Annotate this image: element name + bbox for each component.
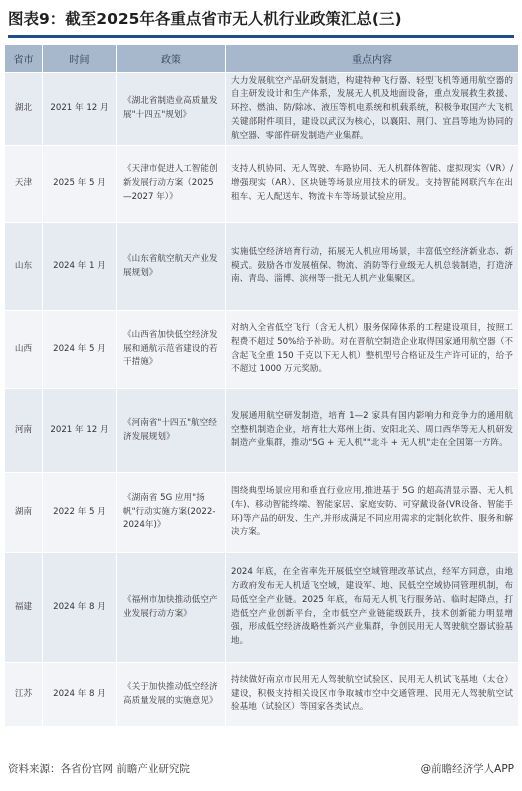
cell-content: 对纳入全省低空飞行（含无人机）服务保障体系的工程建设项目，按照工程费不超过 50%给予补助。对在晋航空制造企业取得国家通用航空器（不含起飞全重 150 千克以下无人机）整机型号合格证及生产许可证的，给予不超过 1000 万元奖励。 xyxy=(226,311,519,389)
cell-policy: 《河南省"十四五"航空经济发展规划》 xyxy=(117,389,226,473)
cell-province: 江苏 xyxy=(5,663,43,727)
table-header-row xyxy=(5,45,519,73)
cell-content: 支持人机协同、无人驾驶、车路协同、无人机群体智能、虚拟现实（VR）/ 增强现实（AR）、区块链等场景应用技术的研发。支持智能网联汽车在出租车、无人配送车、物流卡车等场景试验应用。 xyxy=(226,146,519,223)
title-divider xyxy=(8,35,514,38)
table-row xyxy=(5,311,519,389)
cell-policy: 《山西省加快低空经济发展和通航示范省建设的若干措施》 xyxy=(117,311,226,389)
cell-time: 2024 年 5 月 xyxy=(43,311,117,389)
table-row xyxy=(5,73,519,146)
cell-content: 围绕典型场景应用和垂直行业应用,推进基于 5G 的超高清显示器、无人机(车)、移动智能终端、智能家居、家庭安防、可穿戴设备(VR设备、智能手环)等产品的研发、生产,并形成满足不同应用需求的定制化软件、服务和解决方案。 xyxy=(226,473,519,553)
cell-time: 2025 年 5 月 xyxy=(43,146,117,223)
cell-policy: 《湖北省制造业高质量发展"十四五"规划》 xyxy=(117,73,226,146)
cell-province: 湖南 xyxy=(5,473,43,553)
cell-policy: 《关于加快推动低空经济高质量发展的实施意见》 xyxy=(117,663,226,727)
header-content: 重点内容 xyxy=(226,45,519,73)
cell-time: 2024 年 8 月 xyxy=(43,663,117,727)
cell-time: 2022 年 5 月 xyxy=(43,473,117,553)
cell-content: 2024 年底，在全省率先开展低空空域管理改革试点，经军方同意，由地方政府发布无人机适飞空域，建设军、地、民低空空域协同管理机制，布局低空全产业链。2025 年底，布局无人机飞行服务站、临时起降点，打造低空产业创新平台，全市低空产业链能级跃升，技术创新能力明显增强，形成低空经济战略性新兴产业集群，争创民用无人驾驶航空器试验基地。 xyxy=(226,553,519,663)
cell-policy: 《福州市加快推动低空产业发展行动方案》 xyxy=(117,553,226,663)
cell-time: 2021 年 12 月 xyxy=(43,389,117,473)
header-policy: 政策 xyxy=(117,45,226,73)
table-row xyxy=(5,473,519,553)
cell-content: 发展通用航空研发制造，培育 1—2 家具有国内影响力和竞争力的通用航空整机制造企业，培育壮大郑州上街、安阳北关、周口西华等无人机研发制造产业集群，推动"5G + 无人机""北斗 + 无人机"走在全国第一方阵。 xyxy=(226,389,519,473)
table-row xyxy=(5,389,519,473)
cell-province: 湖北 xyxy=(5,73,43,146)
cell-policy: 《山东省航空航天产业发展规划》 xyxy=(117,223,226,311)
cell-time: 2024 年 1 月 xyxy=(43,223,117,311)
cell-policy: 《天津市促进人工智能创新发展行动方案（2025—2027 年）》 xyxy=(117,146,226,223)
table-row xyxy=(5,223,519,311)
cell-province: 山西 xyxy=(5,311,43,389)
brand-credit: @前瞻经济学人APP xyxy=(420,763,514,775)
cell-province: 福建 xyxy=(5,553,43,663)
chart-title: 图表9：截至2025年各重点省市无人机行业政策汇总(三) xyxy=(8,10,402,28)
cell-province: 山东 xyxy=(5,223,43,311)
cell-province: 河南 xyxy=(5,389,43,473)
cell-time: 2021 年 12 月 xyxy=(43,73,117,146)
cell-policy: 《湖南省 5G 应用"扬帆"行动实施方案(2022-2024年)》 xyxy=(117,473,226,553)
table-row xyxy=(5,663,519,727)
header-time: 时间 xyxy=(43,45,117,73)
table-row xyxy=(5,146,519,223)
cell-province: 天津 xyxy=(5,146,43,223)
table-row xyxy=(5,553,519,663)
cell-content: 大力发展航空产品研发制造，构建特种飞行器、轻型飞机等通用航空器的自主研发设计和生产体系，发展无人机及地面设备，重点发展救生救援、环控、燃油、防/除冰、液压等机电系统和机载系统，积极争取国产大飞机关键部附件项目，建设以武汉为核心，以襄阳、荆门、宜昌等地为协同的航空器、零部件研发制造产业集群。 xyxy=(226,73,519,146)
cell-time: 2024 年 8 月 xyxy=(43,553,117,663)
header-province: 省市 xyxy=(5,45,43,73)
cell-content: 持续做好南京市民用无人驾驶航空试验区、民用无人机试飞基地（太仓）建设，积极支持相关设区市争取城市空中交通管理、民用无人驾驶航空试验基地（试验区）等国家各类试点。 xyxy=(226,663,519,727)
policy-table xyxy=(4,44,519,727)
cell-content: 实施低空经济培育行动，拓展无人机应用场景，丰富低空经济新业态、新模式。鼓励各市发展植保、物流、消防等行业级无人机总装制造，打造济南、青岛、淄博、滨州等一批无人机产业集聚区。 xyxy=(226,223,519,311)
source-note: 资料来源：各省份官网 前瞻产业研究院 xyxy=(8,763,190,775)
